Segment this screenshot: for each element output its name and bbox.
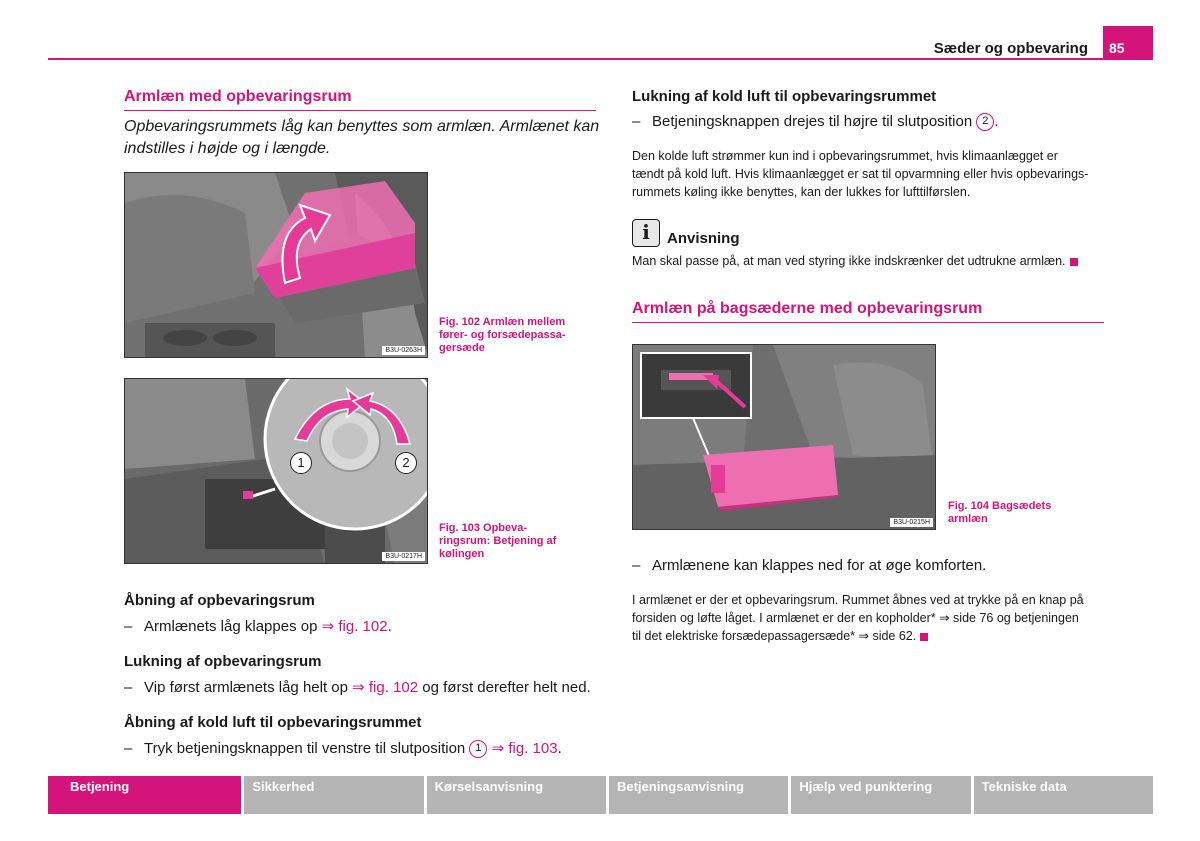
page-number: 85 xyxy=(1103,26,1153,60)
callout-2: 2 xyxy=(395,452,417,474)
tab-hjaelp-ved-punktering[interactable]: Hjælp ved punktering xyxy=(791,776,970,814)
fig-103-link[interactable]: ⇒ fig. 103 xyxy=(491,740,558,757)
end-of-section-marker xyxy=(1070,258,1078,266)
end-of-section-marker xyxy=(920,633,928,641)
figure-104-image xyxy=(632,344,936,530)
tab-korselsanvisning[interactable]: Kørselsanvisning xyxy=(427,776,606,814)
position-1-marker: 1 xyxy=(469,740,487,758)
armrest-front-illustration xyxy=(125,173,428,358)
cold-air-paragraph: Den kolde luft strømmer kun ind i opbevaringsrummet, hvis klimaanlægget er tændt på kold luft. Hvis klimaanlægget er sat til opvarmning eller hvis opbevarings- rummets køling ikke benyttes, kan der lukkes for lufttilførslen. xyxy=(632,149,1089,199)
cold-air-open-heading: Åbning af kold luft til opbevaringsrummet xyxy=(124,714,422,731)
cold-air-close-step: – Betjeningsknappen drejes til højre til slutposition 2 . xyxy=(632,113,999,130)
callout-1: 1 xyxy=(290,452,312,474)
cold-air-open-step: – Tryk betjeningsknappen til venstre til slutposition 1 ⇒ fig. 103. xyxy=(124,740,562,757)
close-storage-heading: Lukning af opbevaringsrum xyxy=(124,653,322,670)
open-storage-step: – Armlænets låg klappes op ⇒ fig. 102. xyxy=(124,618,392,635)
rear-armrest-paragraph: I armlænet er der et opbevaringsrum. Rummet åbnes ved at trykke på en knap på forsiden og løfte låget. I armlænet er der en kopholder* ⇒ side 76 og betjeningen til det elektriske forsædepassagersæde* ⇒ side 62. xyxy=(632,593,1084,643)
tab-betjening[interactable]: Betjening xyxy=(48,776,241,814)
figure-code: B3U-0217H xyxy=(382,552,425,561)
figure-103-caption: Fig. 103 Opbeva- ringsrum: Betjening af kølingen xyxy=(439,522,557,560)
fig-102-link[interactable]: ⇒ fig. 102 xyxy=(321,618,388,635)
info-icon: i xyxy=(632,219,660,247)
close-storage-step: – Vip først armlænets låg helt op ⇒ fig. 102 og først derefter helt ned. xyxy=(124,679,591,696)
figure-code: B3U-0215H xyxy=(890,518,933,527)
tab-sikkerhed[interactable]: Sikkerhed xyxy=(244,776,423,814)
note-text: Man skal passe på, at man ved styring ikke indskrænker det udtrukne armlæn. xyxy=(632,252,1112,270)
open-storage-heading: Åbning af opbevaringsrum xyxy=(124,592,315,609)
cold-air-close-heading: Lukning af kold luft til opbevaringsrummet xyxy=(632,88,937,105)
rear-armrest-step: – Armlænene kan klappes ned for at øge komforten. xyxy=(632,557,987,574)
section-heading-rear-armrest: Armlæn på bagsæderne med opbevaringsrum xyxy=(632,300,1104,323)
position-2-marker: 2 xyxy=(976,113,994,131)
intro-text: Opbevaringsrummets låg kan benyttes som armlæn. Armlænet kan indstilles i højde og i længde. xyxy=(124,118,600,157)
running-header-title: Sæder og opbevaring xyxy=(933,40,1088,57)
figure-code: B3U-0263H xyxy=(382,346,425,355)
note-title: Anvisning xyxy=(667,230,740,247)
tab-betjeningsanvisning[interactable]: Betjeningsanvisning xyxy=(609,776,788,814)
figure-102-caption: Fig. 102 Armlæn mellem fører- og forsædepassa- gersæde xyxy=(439,316,566,354)
figure-102-image xyxy=(124,172,428,358)
figure-104-caption: Fig. 104 Bagsædets armlæn xyxy=(948,500,1052,525)
cooling-control-illustration xyxy=(125,379,428,564)
figure-103-image xyxy=(124,378,428,564)
header-rule xyxy=(48,58,1153,60)
chapter-tab-bar xyxy=(48,776,1153,814)
tab-tekniske-data[interactable]: Tekniske data xyxy=(974,776,1153,814)
rear-armrest-illustration xyxy=(633,345,936,530)
section-heading-armrest: Armlæn med opbevaringsrum xyxy=(124,88,596,111)
fig-102-link[interactable]: ⇒ fig. 102 xyxy=(352,679,419,696)
